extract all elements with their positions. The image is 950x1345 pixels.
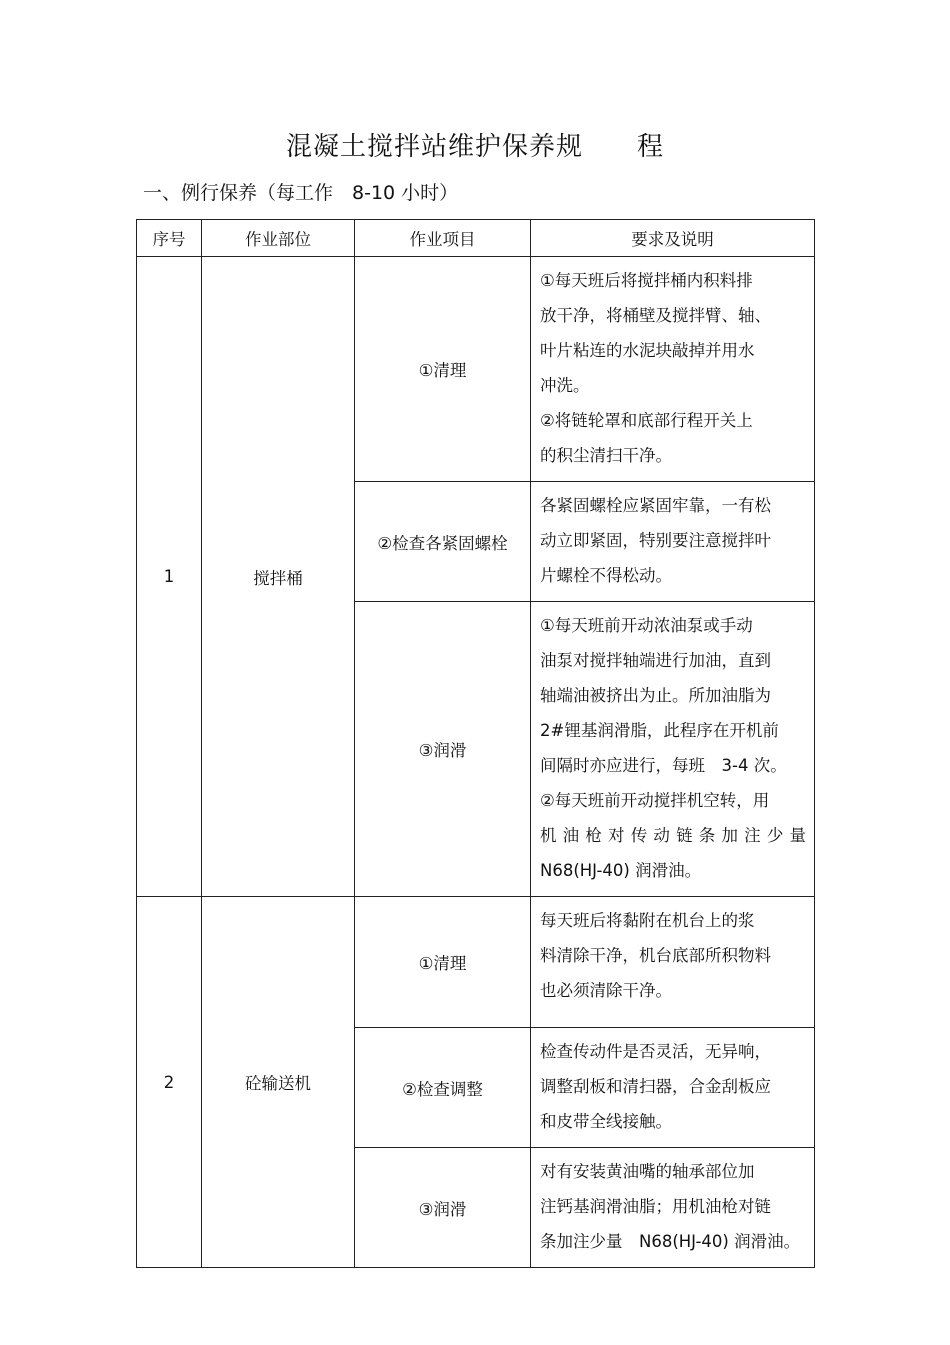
maintenance-table <box>136 219 815 1268</box>
requirement-line: 检查传动件是否灵活，无异响， <box>540 1042 771 1061</box>
requirement-line: ①每天班后将搅拌桶内积料排 <box>540 271 753 290</box>
table-row <box>137 897 815 1028</box>
row-requirement-cell <box>531 257 815 482</box>
row-item-cell: ②检查各紧固螺栓 <box>355 482 531 602</box>
header-part: 作业部位 <box>202 220 355 257</box>
section-heading: 一、例行保养（每工作 8-10 小时） <box>143 182 459 204</box>
requirement-line: 的积尘清扫干净。 <box>540 446 672 465</box>
row-item-cell: ②检查调整 <box>355 1028 531 1148</box>
requirement-line: 各紧固螺栓应紧固牢靠，一有松 <box>540 496 771 515</box>
requirement-line: 片螺栓不得松动。 <box>540 566 672 585</box>
requirement-line: 条加注少量 N68(HJ-40) 润滑油。 <box>540 1232 801 1251</box>
requirement-line: 料清除干净，机台底部所积物料 <box>540 946 771 965</box>
row-requirement-cell <box>531 1148 815 1268</box>
requirement-line: ②将链轮罩和底部行程开关上 <box>540 411 753 430</box>
requirement-line: 也必须清除干净。 <box>540 981 672 1000</box>
requirement-line: 叶片粘连的水泥块敲掉并用水 <box>540 341 755 360</box>
document-title: 混凝土搅拌站维护保养规 程 <box>285 132 664 162</box>
row-part-cell: 搅拌桶 <box>202 257 355 897</box>
row-part-cell: 砼输送机 <box>202 897 355 1268</box>
header-index: 序号 <box>137 220 202 257</box>
requirement-line: 调整刮板和清扫器，合金刮板应 <box>540 1077 771 1096</box>
row-index-cell: 2 <box>137 897 202 1268</box>
requirement-line: 每天班后将黏附在机台上的浆 <box>540 911 755 930</box>
requirement-line: 轴端油被挤出为止。所加油脂为 <box>540 686 771 705</box>
requirement-line: 机油枪对传动链条加注少量 <box>540 826 806 845</box>
requirement-line: 注钙基润滑油脂；用机油枪对链 <box>540 1197 771 1216</box>
row-item-cell: ①清理 <box>355 257 531 482</box>
row-item-cell: ③润滑 <box>355 1148 531 1268</box>
requirement-line: 2#锂基润滑脂，此程序在开机前 <box>540 721 779 740</box>
header-requirement: 要求及说明 <box>531 220 815 257</box>
header-item: 作业项目 <box>355 220 531 257</box>
requirement-line: ①每天班前开动浓油泵或手动 <box>540 616 753 635</box>
row-requirement-cell <box>531 482 815 602</box>
row-index-cell: 1 <box>137 257 202 897</box>
requirement-line: 冲洗。 <box>540 376 590 395</box>
requirement-line: ②每天班前开动搅拌机空转，用 <box>540 791 770 810</box>
row-requirement-cell <box>531 602 815 897</box>
requirement-line: 和皮带全线接触。 <box>540 1112 672 1131</box>
requirement-line: 动立即紧固，特别要注意搅拌叶 <box>540 531 771 550</box>
requirement-line: 油泵对搅拌轴端进行加油，直到 <box>540 651 771 670</box>
requirement-line: 间隔时亦应进行，每班 3-4 次。 <box>540 756 787 775</box>
row-item-cell: ①清理 <box>355 897 531 1028</box>
requirement-line: 对有安装黄油嘴的轴承部位加 <box>540 1162 755 1181</box>
requirement-line: 放干净，将桶壁及搅拌臂、轴、 <box>540 306 771 325</box>
row-requirement-cell <box>531 1028 815 1148</box>
table-row <box>137 257 815 482</box>
table-header-row <box>137 220 815 257</box>
row-requirement-cell <box>531 897 815 1028</box>
row-item-cell: ③润滑 <box>355 602 531 897</box>
requirement-line: N68(HJ-40) 润滑油。 <box>540 861 702 880</box>
